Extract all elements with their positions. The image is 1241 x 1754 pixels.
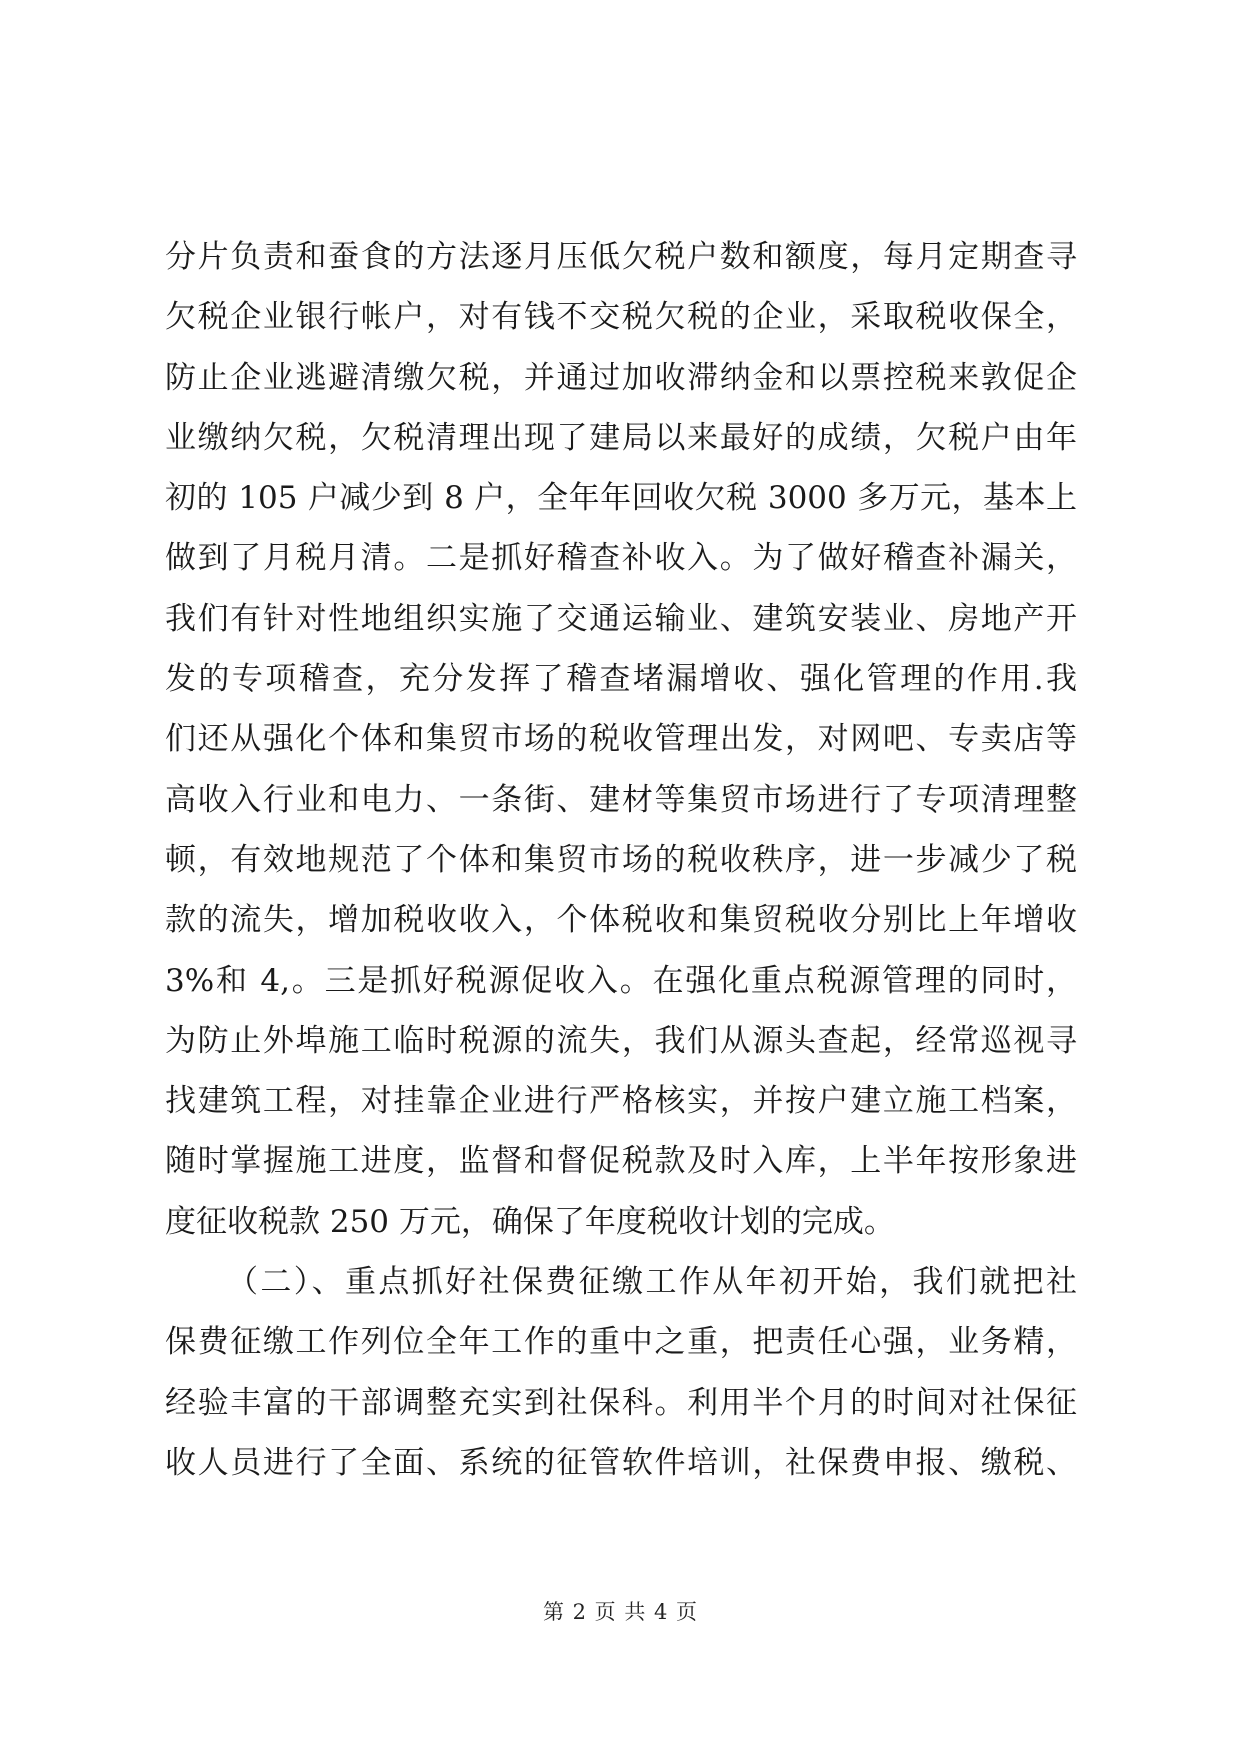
text-line: 收人员进行了全面、系统的征管软件培训，社保费申报、缴税、 [165, 1444, 1077, 1481]
text-line: 欠税企业银行帐户，对有钱不交税欠税的企业，采取税收保全， [165, 299, 1077, 336]
paragraph-2 [165, 1252, 1077, 1493]
text-line: 保费征缴工作列位全年工作的重中之重，把责任心强，业务精， [165, 1324, 1077, 1361]
text-line: 初的 105 户减少到 8 户，全年年回收欠税 3000 多万元，基本上 [165, 480, 1077, 517]
text-line: 防止企业逃避清缴欠税，并通过加收滞纳金和以票控税来敦促企 [165, 359, 1077, 396]
document-body [165, 227, 1077, 1493]
text-line: 款的流失，增加税收收入，个体税收和集贸税收分别比上年增收 [165, 902, 1077, 939]
text-line: 高收入行业和电力、一条街、建材等集贸市场进行了专项清理整 [165, 781, 1077, 818]
page-number-footer: 第 2 页 共 4 页 [542, 1600, 699, 1624]
text-line: 们还从强化个体和集贸市场的税收管理出发，对网吧、专卖店等 [165, 721, 1077, 758]
text-line: 分片负责和蚕食的方法逐月压低欠税户数和额度，每月定期查寻 [165, 239, 1077, 275]
text-line: 度征收税款 250 万元，确保了年度税收计划的完成。 [165, 1203, 895, 1240]
text-line: 我们有针对性地组织实施了交通运输业、建筑安装业、房地产开 [165, 600, 1077, 637]
paragraph-1 [165, 227, 1077, 1252]
text-line: 经验丰富的干部调整充实到社保科。利用半个月的时间对社保征 [165, 1384, 1077, 1421]
text-line: 做到了月税月清。二是抓好稽查补收入。为了做好稽查补漏关， [165, 540, 1077, 577]
text-line: 顿，有效地规范了个体和集贸市场的税收秩序，进一步减少了税 [165, 841, 1077, 878]
text-line: 随时掌握施工进度，监督和督促税款及时入库，上半年按形象进 [165, 1143, 1077, 1180]
text-line: （二）、重点抓好社保费征缴工作从年初开始，我们就把社 [227, 1264, 1077, 1301]
text-line: 3%和 4,。三是抓好税源促收入。在强化重点税源管理的同时， [165, 962, 1077, 999]
text-line: 找建筑工程，对挂靠企业进行严格核实，并按户建立施工档案， [165, 1083, 1077, 1120]
text-line: 发的专项稽查，充分发挥了稽查堵漏增收、强化管理的作用.我 [165, 661, 1077, 698]
text-line: 业缴纳欠税，欠税清理出现了建局以来最好的成绩，欠税户由年 [165, 419, 1077, 456]
text-line: 为防止外埠施工临时税源的流失，我们从源头查起，经常巡视寻 [165, 1022, 1077, 1059]
